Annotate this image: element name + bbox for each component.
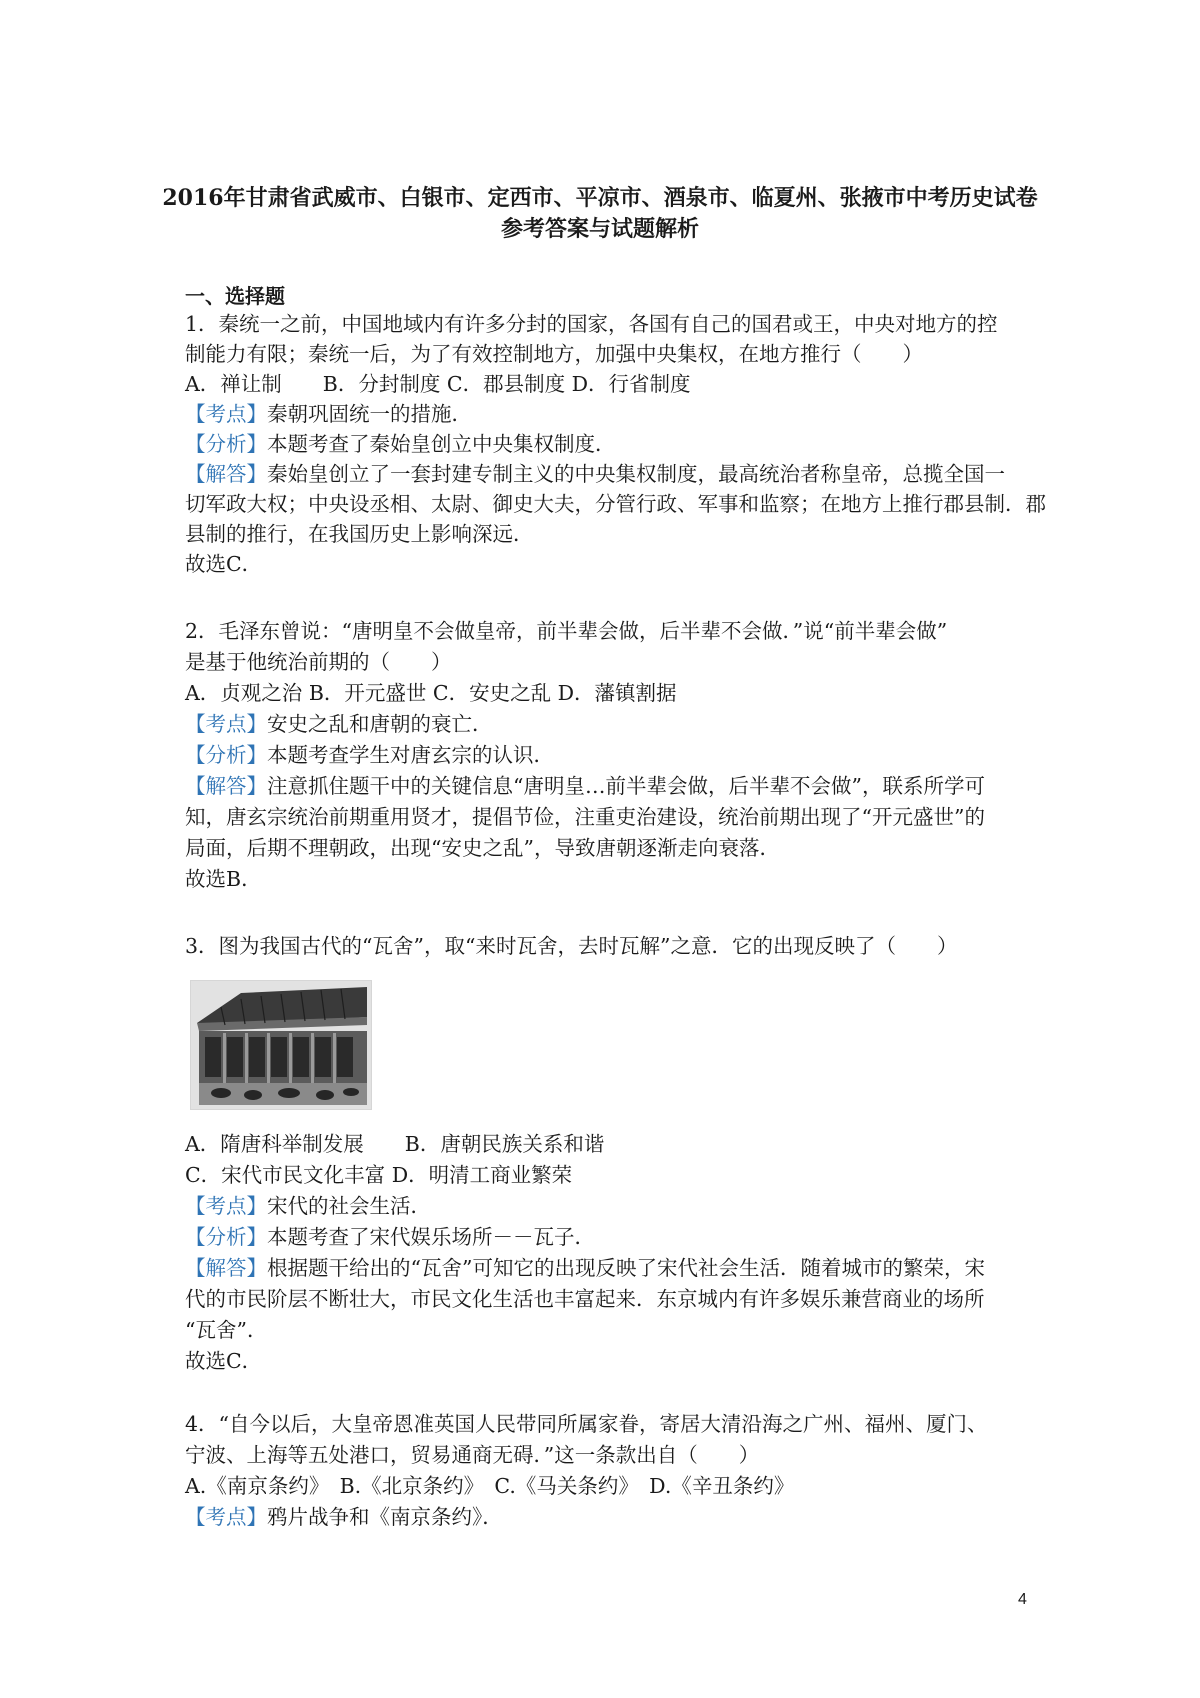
q1-answer: 故选C． [185, 552, 263, 576]
q3-answer: 故选C． [185, 1349, 263, 1373]
q1-options: A．禅让制 B．分封制度 C．郡县制度 D．行省制度 [185, 372, 691, 396]
q4-options: A.《南京条约》 B.《北京条约》 C.《马关条约》 D.《辛丑条约》 [185, 1474, 795, 1498]
q3-fenxi-text: 本题考查了宋代娱乐场所－－瓦子． [267, 1225, 595, 1249]
page-number: 4 [1018, 1591, 1027, 1608]
q4-kaodian [185, 1503, 503, 1531]
q2-jieda-line2: 知，唐玄宗统治前期重用贤才，提倡节俭，注重吏治建设，统治前期出现了“开元盛世”的 [185, 805, 985, 829]
q3-jieda-text1: 根据题干给出的“瓦舍”可知它的出现反映了宋代社会生活．随着城市的繁荣，宋 [267, 1256, 985, 1280]
q1-stem-line1: 1．秦统一之前，中国地域内有许多分封的国家，各国有自己的国君或王，中央对地方的控 [185, 312, 998, 336]
q2-fenxi-text: 本题考查学生对唐玄宗的认识． [267, 743, 554, 767]
q1-jieda-text1: 秦始皇创立了一套封建专制主义的中央集权制度，最高统治者称皇帝，总揽全国一 [267, 462, 1005, 486]
q3-kaodian-text: 宋代的社会生活． [267, 1194, 431, 1218]
q3-stem: 3．图为我国古代的“瓦舍”，取“来时瓦舍，去时瓦解”之意．它的出现反映了（ ） [185, 934, 958, 958]
q1-jieda-line3: 县制的推行，在我国历史上影响深远． [185, 522, 534, 546]
q3-jieda-line3: “瓦舍”． [185, 1318, 268, 1342]
jieda-tag: 【解答】 [185, 462, 267, 486]
section-heading: 一、选择题 [185, 284, 285, 308]
q2-answer: 故选B． [185, 867, 262, 891]
kaodian-tag: 【考点】 [185, 712, 267, 736]
q2-kaodian [185, 710, 493, 738]
q2-jieda-line3: 局面，后期不理朝政，出现“安史之乱”，导致唐朝逐渐走向衰落． [185, 836, 780, 860]
kaodian-tag: 【考点】 [185, 402, 267, 426]
q2-jieda [185, 772, 985, 800]
q2-options: A．贞观之治 B．开元盛世 C．安史之乱 D．藩镇割据 [185, 681, 677, 705]
q2-stem-line2: 是基于他统治前期的（ ） [185, 650, 452, 674]
q1-stem-line2: 制能力有限；秦统一后，为了有效控制地方，加强中央集权，在地方推行（ ） [185, 342, 923, 366]
document-subtitle: 参考答案与试题解析 [500, 216, 699, 242]
q1-kaodian [185, 400, 472, 428]
kaodian-tag: 【考点】 [185, 1505, 267, 1529]
jieda-tag: 【解答】 [185, 1256, 267, 1280]
q1-jieda [185, 460, 1005, 488]
q3-options-line1: A．隋唐科举制发展 B．唐朝民族关系和谐 [185, 1132, 605, 1156]
q3-kaodian [185, 1192, 431, 1220]
q1-fenxi-text: 本题考查了秦始皇创立中央集权制度． [267, 432, 616, 456]
q2-kaodian-text: 安史之乱和唐朝的衰亡． [267, 712, 493, 736]
q3-fenxi [185, 1223, 595, 1251]
q3-options-line2: C．宋代市民文化丰富 D．明清工商业繁荣 [185, 1163, 573, 1187]
q2-stem-line1: 2．毛泽东曾说：“唐明皇不会做皇帝，前半辈会做，后半辈不会做．”说“前半辈会做” [185, 619, 948, 643]
q1-jieda-line2: 切军政大权；中央设丞相、太尉、御史大夫，分管行政、军事和监察；在地方上推行郡县制．郡 [185, 492, 1046, 516]
fenxi-tag: 【分析】 [185, 432, 267, 456]
q3-jieda [185, 1254, 985, 1282]
q4-stem-line2: 宁波、上海等五处港口，贸易通商无碍．”这一条款出自（ ） [185, 1443, 760, 1467]
fenxi-tag: 【分析】 [185, 743, 267, 767]
q4-stem-line1: 4．“自今以后，大皇帝恩准英国人民带同所属家眷，寄居大清沿海之广州、福州、厦门、 [185, 1412, 988, 1436]
kaodian-tag: 【考点】 [185, 1194, 267, 1218]
fenxi-tag: 【分析】 [185, 1225, 267, 1249]
q2-fenxi [185, 741, 554, 769]
jieda-tag: 【解答】 [185, 774, 267, 798]
washe-illustration-image [190, 980, 372, 1110]
q3-jieda-line2: 代的市民阶层不断壮大，市民文化生活也丰富起来．东京城内有许多娱乐兼营商业的场所 [185, 1287, 985, 1311]
q1-kaodian-text: 秦朝巩固统一的措施． [267, 402, 472, 426]
q1-fenxi [185, 430, 616, 458]
q2-jieda-text1: 注意抓住题干中的关键信息“唐明皇…前半辈会做，后半辈不会做”，联系所学可 [267, 774, 985, 798]
q4-kaodian-text: 鸦片战争和《南京条约》． [267, 1505, 503, 1529]
document-title: 2016年甘肃省武威市、白银市、定西市、平凉市、酒泉市、临夏州、张掖市中考历史试卷 [162, 185, 1038, 211]
